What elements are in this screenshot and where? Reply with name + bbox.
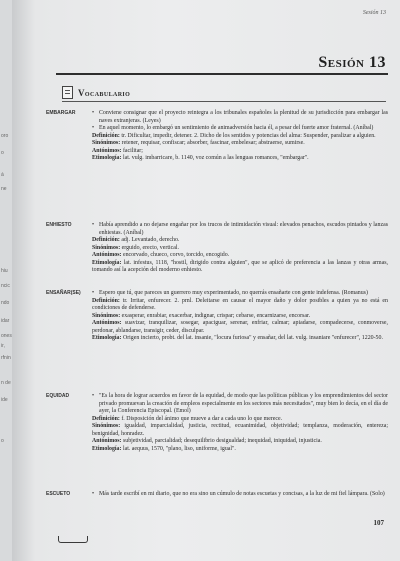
field-label: Definición: [92,132,120,139]
field-label: Antónimos: [92,320,122,327]
entry-field [92,416,388,424]
field-label: Definición: [92,297,120,304]
field-text: suavizar, tranquilizar, sosegar, apaciguar, serenar, enfriar, calmar; apiadarse, compadecerse, conmoverse, perdonar, ablandarse, transigir, ceder, disculpar. [92,320,388,334]
field-label: Definición: [92,415,120,422]
adjacent-page-text: idar [1,318,10,324]
adjacent-page-text: á [1,172,4,178]
usage-example: • Había aprendido a no dejarse engañar por los trucos de intimidación visual: elevados penachos, escudos pintados y lanzas enhiestas. (Aníbal) [92,222,388,237]
entry-body [92,491,388,499]
field-text: tr. Irritar, enfurecer. 2. prnl. Deleitarse en causar el mayor daño y dolor posibles a quien ya no está en condiciones de defenderse. [92,297,388,312]
usage-example: • Conviene consignar que el proyecto reintegra a los tribunales españoles la plenitud de su jurisdicción para embargar las naves extranjeras. (Leyes) [92,110,388,125]
field-text: subjetividad, parcialidad; desequilibrio desigualdad; inequidad, iniquidad, injusticia. [122,438,322,445]
entry-term: ENSAÑAR(SE) [46,290,81,296]
field-label: Sinónimos: [92,312,121,319]
publisher-logo [58,536,88,543]
field-label: Sinónimos: [92,140,121,147]
usage-example: • Espero que tú, que pareces un guerrero muy experimentado, no querrás ensañarte con gente indefensa. (Romanus) [92,290,388,298]
entry-term: EQUIDAD [46,393,70,399]
field-text: exasperar, enrabiar, exacerbar, indignar, crispar; cebarse, encarnizarse, encorsar. [121,312,311,319]
field-text: Origen incierto, probt. del lat. insanie, "locura furiosa" y ensañar, del lat. vulg. insaniare "enfurecer", 1220-50. [122,335,383,342]
entry-field [92,237,388,245]
section-rule [62,101,386,102]
adjacent-page-text: o [1,438,4,444]
field-label: Etimología: [92,445,122,452]
entry-field [92,140,388,148]
entry-term: EMBARGAR [46,110,76,116]
entry-field [92,148,388,156]
field-text: igualdad, imparcialidad, justicia, rectitud, ecuanimidad, objetividad; templanza, moderación, entereza; benignidad, honradez. [92,423,388,437]
entry-body [92,393,388,453]
adjacent-page-text: ne [1,186,7,192]
field-label: Etimología: [92,259,122,266]
session-title: Sesión 13 [318,54,386,71]
title-rule [56,73,388,75]
section-heading [62,86,130,99]
usage-example: • "Es la hora de lograr acuerdos en favor de la equidad, de modo que las políticas públicas y los emprendimientos del sector privado promuevan la creación de empleos especialmente en los sectores más necesitados", muy bien lo decía, en el día de ayer, la Conferencia Episcopal. (Emol) [92,393,388,416]
adjacent-page-text: hiu [1,268,8,274]
entry-body [92,110,388,163]
entry-field [92,298,388,313]
adjacent-page-text: ones [1,333,12,339]
entry-body [92,222,388,275]
entry-field [92,438,388,446]
entry-body [92,290,388,343]
adjacent-page-text: ndo [1,300,10,306]
entry-term: ENHIESTO [46,222,72,228]
field-text: erguido, erecto, vertical. [121,244,179,251]
field-text: facilitar; [122,147,143,154]
notebook-icon [62,86,73,99]
field-label: Antónimos: [92,438,122,445]
section-title: Vocabulario [78,87,131,98]
usage-example: • En aquel momento, lo embargó un sentimiento de animadversión hacia él, a pesar del fuerte amor fraternal. (Aníbal) [92,125,388,133]
field-text: lat. infestus, 1118, "hostil, dirigido contra alguien", que se aplicó de preferencia a las lanzas y otras armas, tomando así la acepción del moderno enhiesto. [92,259,388,274]
entry-field [92,320,388,335]
adjacent-page-text: oro [1,133,9,139]
field-text: lat. aequus, 1570, "plano, liso, uniforme, igual". [122,445,236,452]
adjacent-page-text: ir, [1,343,5,349]
running-head: Sesión 13 [362,10,386,16]
adjacent-page-text: ncic [1,283,10,289]
usage-example: • Más tarde escribí en mi diario, que no era sino un cúmulo de notas escuetas y concisas, a la luz de mi fiel lámpara. (Solo) [92,491,388,499]
entry-field [92,155,388,163]
book-page [12,0,400,561]
field-text: lat. vulg. imbarricare, b. 1140, voz común a las lenguas romances, "embargar". [122,155,309,162]
field-label: Definición: [92,237,120,244]
entry-field [92,252,388,260]
adjacent-page-text: o [1,150,4,156]
field-text: f. Disposición del ánimo que mueve a dar a cada uno lo que merece. [121,415,283,422]
entry-field [92,260,388,275]
field-label: Etimología: [92,155,122,162]
entry-term: ESCUETO [46,491,71,497]
field-label: Sinónimos: [92,244,121,251]
entry-field [92,335,388,343]
entry-field [92,446,388,454]
page-number: 107 [373,519,384,527]
entry-field [92,423,388,438]
field-label: Etimología: [92,335,122,342]
adjacent-page-text: rfnin [1,355,11,361]
field-label: Antónimos: [92,147,122,154]
adjacent-page-edge [0,0,12,561]
adjacent-page-text: n de [1,380,11,386]
adjacent-page-text: ide [1,397,8,403]
field-label: Antónimos: [92,252,122,259]
field-text: encorvado, chueco, corvo, torcido, encogido. [122,252,230,259]
field-text: retener, requisar, confiscar; absorber, fascinar, embelesar; abstraerse, sumirse. [121,140,305,147]
field-label: Sinónimos: [92,423,121,430]
field-text: adj. Levantado, derecho. [121,237,180,244]
field-text: tr. Dificultar, impedir, detener. 2. Dicho de los sentidos y potencias del alma: Suspender, paralizar a alguien. [121,132,376,139]
entry-field [92,245,388,253]
